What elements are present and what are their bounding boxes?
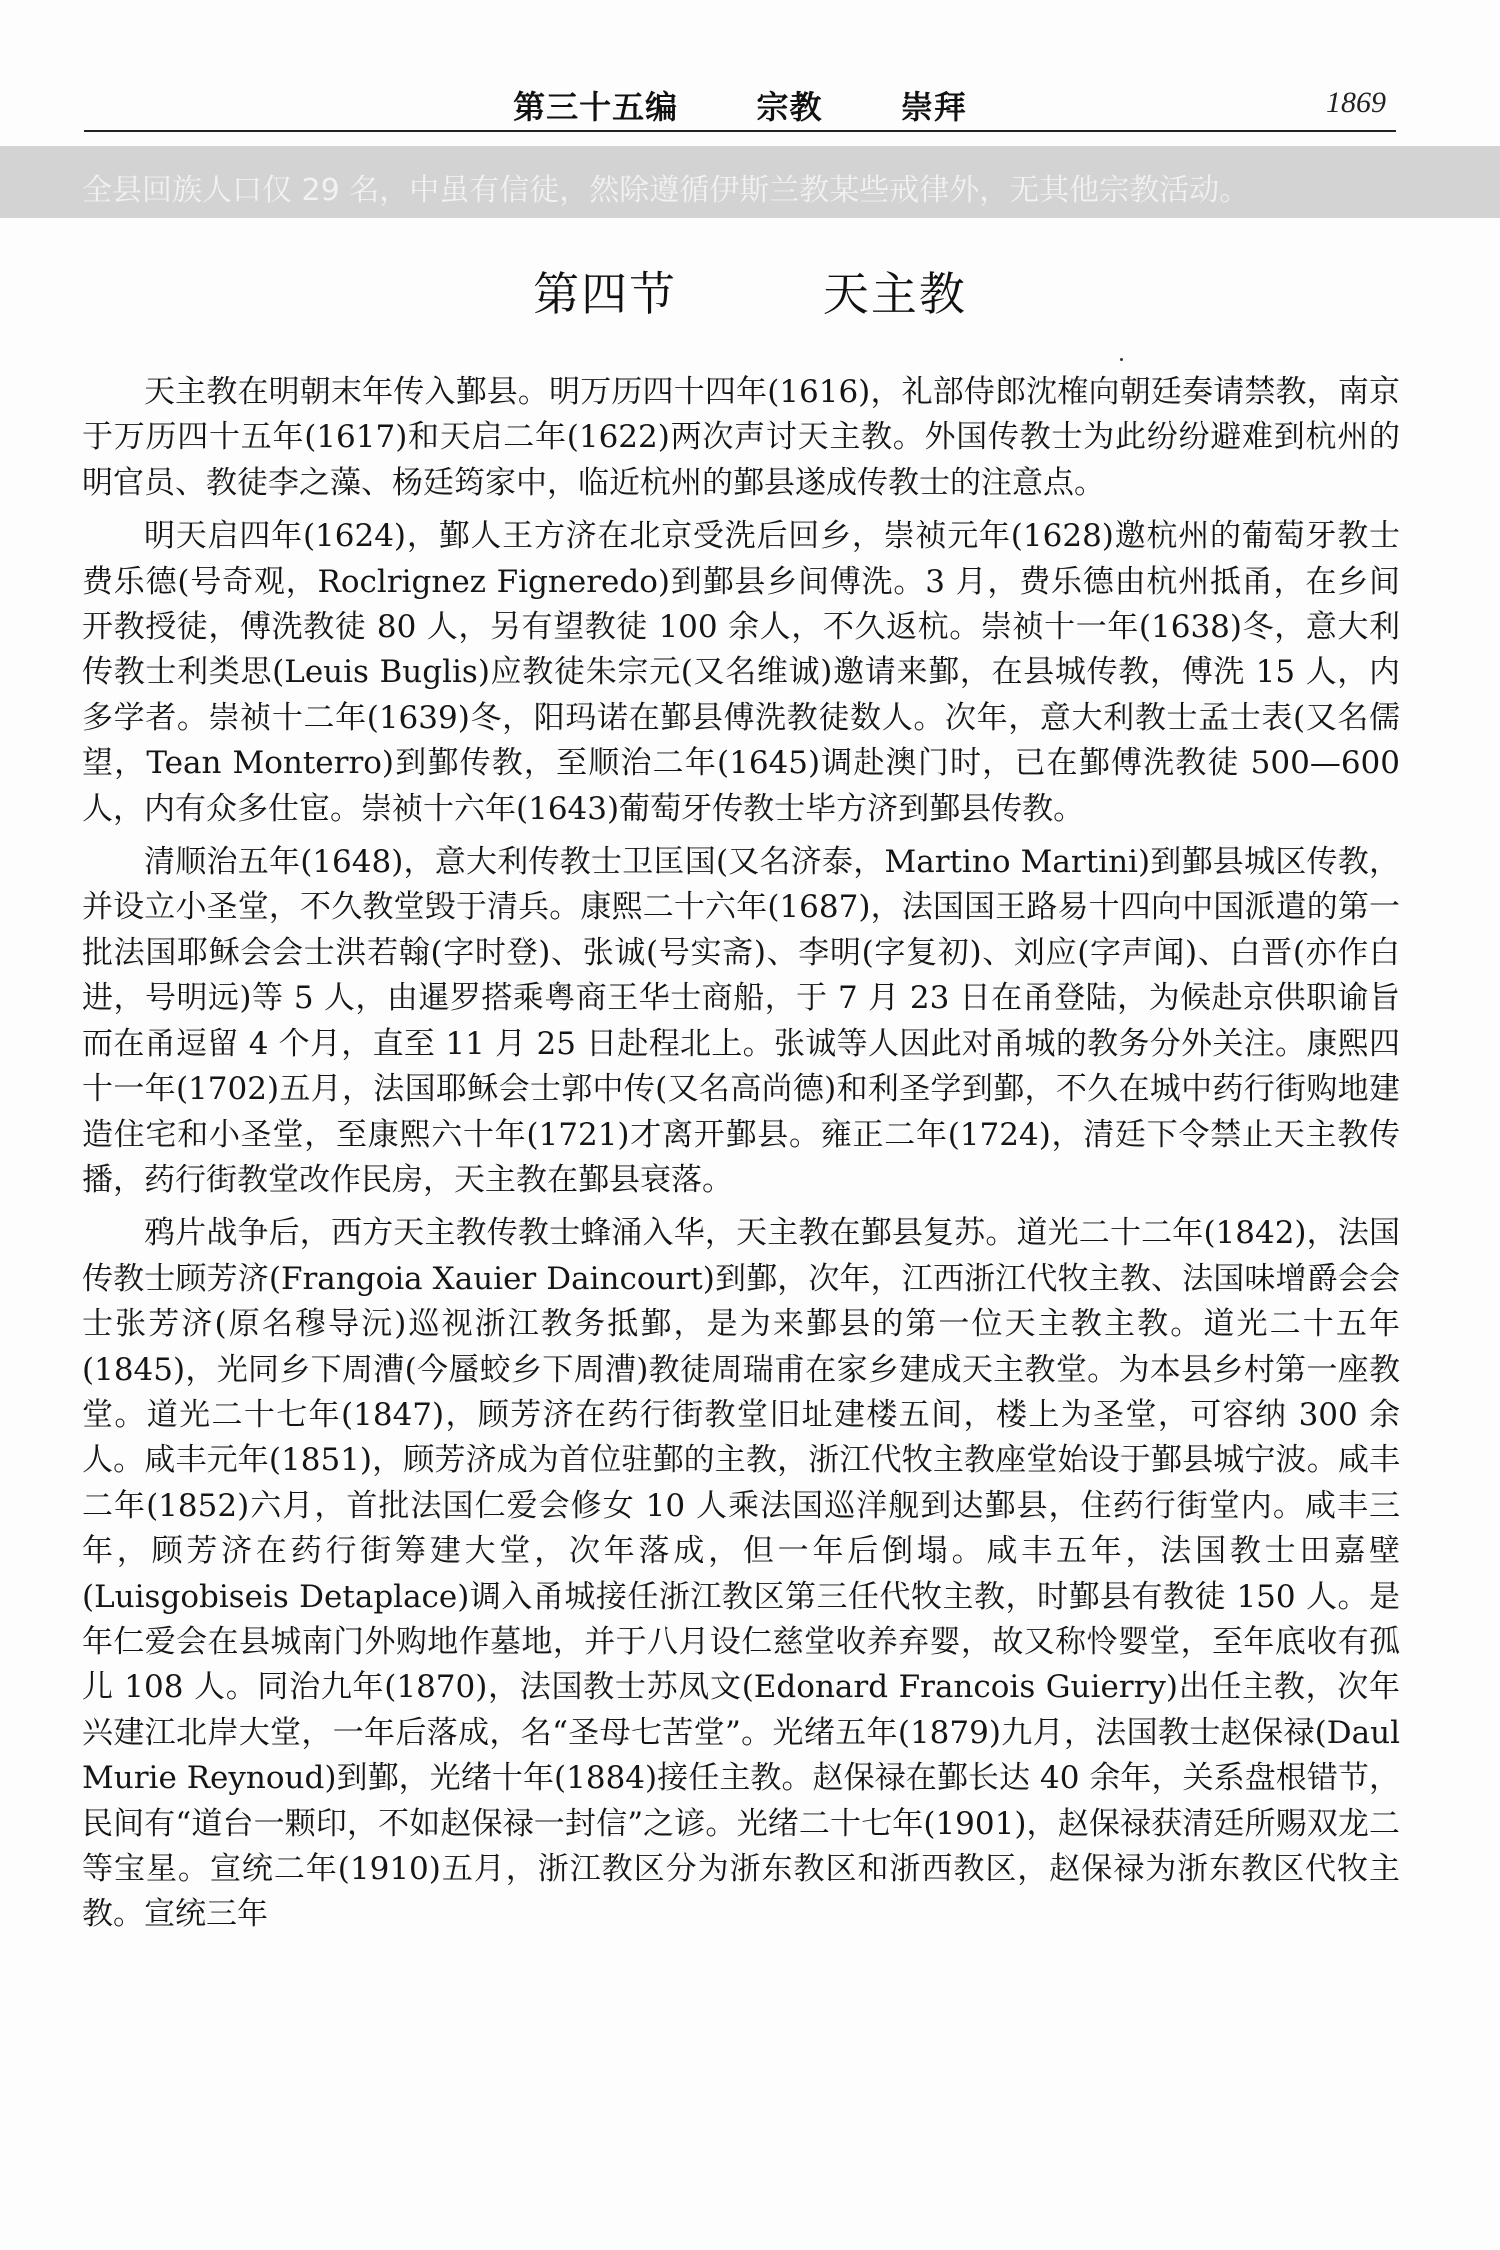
running-header (84, 78, 1396, 134)
paragraph: 鸦片战争后，西方天主教传教士蜂涌入华，天主教在鄞县复苏。道光二十二年(1842)，法国传教士顾芳济(Frangoia Xauier Daincourt)到鄞，次年，江西浙江代牧主教、法国味增爵会会士张芳济(原名穆导沅)巡视浙江教务抵鄞，是为来鄞县的第一位天主教主教。道光二十五年(1845)，光同乡下周漕(今蜃蛟乡下周漕)教徒周瑞甫在家乡建成天主教堂。为本县乡村第一座教堂。道光二十七年(1847)，顾芳济在药行街教堂旧址建楼五间，楼上为圣堂，可容纳 300 余人。咸丰元年(1851)，顾芳济成为首位驻鄞的主教，浙江代牧主教座堂始设于鄞县城宁波。咸丰二年(1852)六月，首批法国仁爱会修女 10 人乘法国巡洋舰到达鄞县，住药行街堂内。咸丰三年，顾芳济在药行街筹建大堂，次年落成，但一年后倒塌。咸丰五年，法国教士田嘉壁(Luisgobiseis Detaplace)调入甬城接任浙江教区第三任代牧主教，时鄞县有教徒 150 人。是年仁爱会在县城南门外购地作墓地，并于八月设仁慈堂收养弃婴，故又称怜婴堂，至年底收有孤儿 108 人。同治九年(1870)，法国教士苏凤文(Edonard Francois Guierry)出任主教，次年兴建江北岸大堂，一年后落成，名“圣母七苦堂”。光绪五年(1879)九月，法国教士赵保禄(Daul Murie Reynoud)到鄞，光绪十年(1884)接任主教。赵保禄在鄞长达 40 余年，关系盘根错节，民间有“道台一颗印，不如赵保禄一封信”之谚。光绪二十七年(1901)，赵保禄获清廷所赐双龙二等宝星。宣统二年(1910)五月，浙江教区分为浙东教区和浙西教区，赵保禄为浙东教区代牧主教。宣统三年 (82, 1215, 1400, 1933)
paragraph: 天主教在明朝末年传入鄞县。明万历四十四年(1616)，礼部侍郎沈榷向朝廷奏请禁教，南京于万历四十五年(1617)和天启二年(1622)两次声讨天主教。外国传教士为此纷纷避难到杭州的明官员、教徒李之藻、杨廷筠家中，临近杭州的鄞县遂成传教士的注意点。 (82, 374, 1400, 501)
print-speck (1120, 358, 1123, 361)
running-title: 第三十五编 宗教 崇拜 (513, 88, 967, 126)
header-rule (84, 130, 1396, 132)
faded-carryover-line: 全县回族人口仅 29 名，中虽有信徒，然除遵循伊斯兰教某些戒律外，无其他宗教活动。 (82, 173, 1250, 208)
paragraph: 明天启四年(1624)，鄞人王方济在北京受洗后回乡，崇祯元年(1628)邀杭州的葡萄牙教士费乐德(号奇观，Roclrignez Figneredo)到鄞县乡间傅洗。3 月，费乐德由杭州抵甬，在乡间开教授徒，傅洗教徒 80 人，另有望教徒 100 余人，不久返杭。崇祯十一年(1638)冬，意大利传教士利类思(Leuis Buglis)应教徒朱宗元(又名维诚)邀请来鄞，在县城传教，傅洗 15 人，内多学者。崇祯十二年(1639)冬，阳玛诺在鄞县傅洗教徒数人。次年，意大利教士孟士表(又名儒望，Tean Monterro)到鄞传教，至顺治二年(1645)调赴澳门时，已在鄞傅洗教徒 500—600 人，内有众多仕宦。崇祯十六年(1643)葡萄牙传教士毕方济到鄞县传教。 (82, 518, 1400, 827)
section-title: 第四节 天主教 (533, 267, 967, 321)
page-number: 1869 (1326, 86, 1386, 119)
body-text (82, 370, 1400, 1946)
paragraph: 清顺治五年(1648)，意大利传教士卫匡国(又名济泰，Martino Martini)到鄞县城区传教，并设立小圣堂，不久教堂毁于清兵。康熙二十六年(1687)，法国国王路易十四向中国派遣的第一批法国耶稣会会士洪若翰(字时登)、张诚(号实斋)、李明(字复初)、刘应(字声闻)、白晋(亦作白进，号明远)等 5 人，由暹罗搭乘粤商王华士商船，于 7 月 23 日在甬登陆，为候赴京供职谕旨而在甬逗留 4 个月，直至 11 月 25 日赴程北上。张诚等人因此对甬城的教务分外关注。康熙四十一年(1702)五月，法国耶稣会士郭中传(又名高尚德)和利圣学到鄞，不久在城中药行街购地建造住宅和小圣堂，至康熙六十年(1721)才离开鄞县。雍正二年(1724)，清廷下令禁止天主教传播，药行街教堂改作民房，天主教在鄞县衰落。 (82, 844, 1400, 1198)
